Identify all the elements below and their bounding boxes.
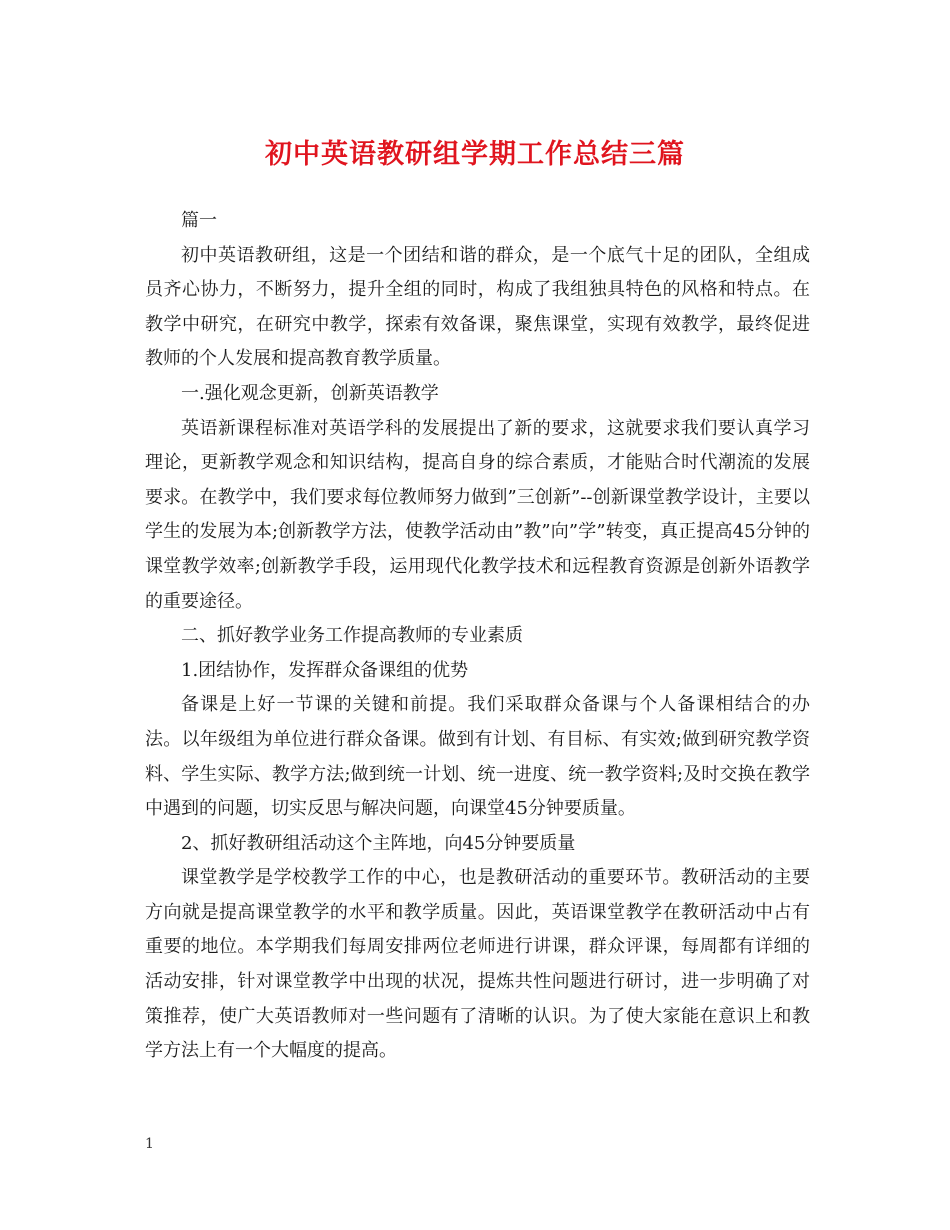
subsection-heading: 2、抓好教研组活动这个主阵地，向45分钟要质量 (181, 832, 576, 854)
document-title: 初中英语教研组学期工作总结三篇 (265, 139, 685, 170)
page-number: 1 (145, 1136, 154, 1152)
body-paragraph: 初中英语教研组，这是一个团结和谐的群众，是一个底气十足的团队，全组成员齐心协力，不断努力，提升全组的同时，构成了我组独具特色的风格和特点。在教学中研究，在研究中教学，探索有效备课，聚焦课堂，实现有效教学，最终促进教师的个人发展和提高教育教学质量。 (145, 244, 810, 370)
section-heading: 二、抓好教学业务工作提高教师的专业素质 (181, 625, 523, 647)
body-paragraph: 英语新课程标准对英语学科的发展提出了新的要求，这就要求我们要认真学习理论，更新教学观念和知识结构，提高自身的综合素质，才能贴合时代潮流的发展要求。在教学中，我们要求每位教师努力做到”三创新”--创新课堂教学设计，主要以学生的发展为本;创新教学方法，使教学活动由”教”向”学”转变，真正提高45分钟的课堂教学效率;创新教学手段，运用现代化教学技术和远程教育资源是创新外语教学的重要途径。 (145, 417, 810, 612)
section-heading: 一.强化观念更新，创新英语教学 (181, 382, 439, 404)
body-paragraph: 课堂教学是学校教学工作的中心，也是教研活动的重要环节。教研活动的主要方向就是提高课堂教学的水平和教学质量。因此，英语课堂教学在教研活动中占有重要的地位。本学期我们每周安排两位老师进行讲课，群众评课，每周都有详细的活动安排，针对课堂教学中出现的状况，提炼共性问题进行研讨，进一步明确了对策推荐，使广大英语教师对一些问题有了清晰的认识。为了使大家能在意识上和教学方法上有一个大幅度的提高。 (145, 867, 810, 1062)
section-heading: 篇一 (181, 210, 217, 231)
body-paragraph: 备课是上好一节课的关键和前提。我们采取群众备课与个人备课相结合的办法。以年级组为单位进行群众备课。做到有计划、有目标、有实效;做到研究教学资料、学生实际、教学方法;做到统一计划、统一进度、统一教学资料;及时交换在教学中遇到的问题，切实反思与解决问题，向课堂45分钟要质量。 (145, 694, 810, 820)
document-body (145, 204, 810, 1069)
subsection-heading: 1.团结协作，发挥群众备课组的优势 (181, 659, 469, 681)
